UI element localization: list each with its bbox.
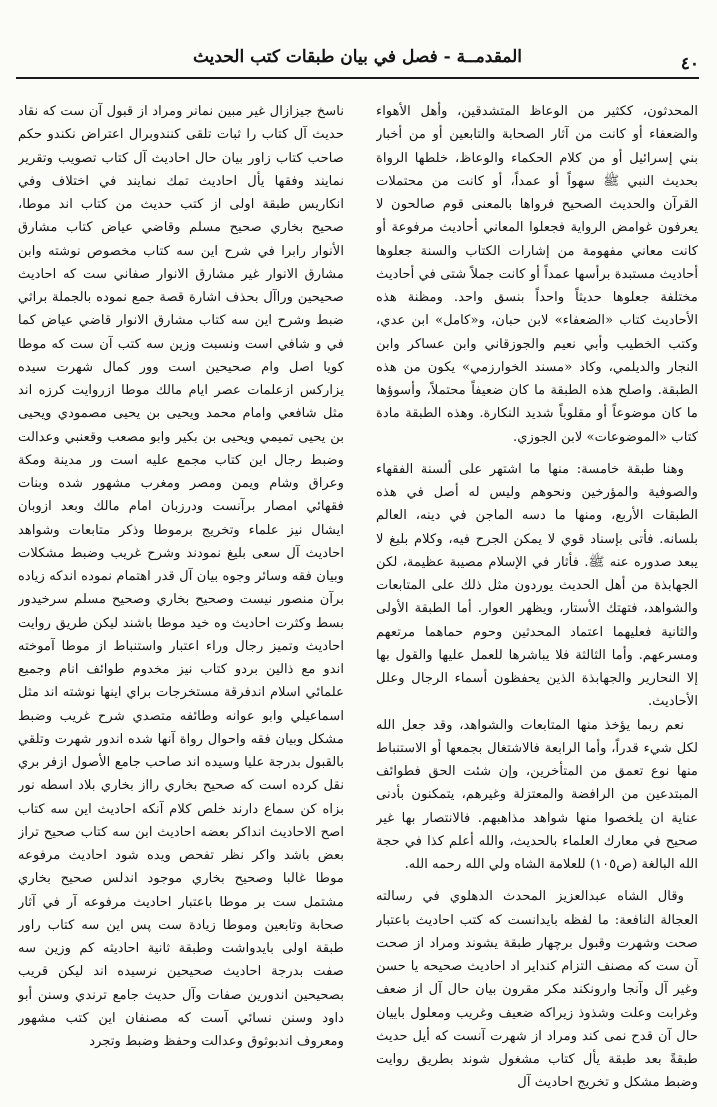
header-divider xyxy=(16,77,699,79)
left-column xyxy=(18,100,344,1095)
paragraph: وهنا طبقة خامسة: منها ما اشتهر على ألسنة الفقهاء والصوفية والمؤرخين ونحوهم وليس له أصل في هذه الطبقات الأربع، ومنها ما دسه الماجن في دينه، العالم بلسانه. فأتى بإسناد قوي لا يمكن الجرح فيه، وكلام بليغ لا يبعد صدوره عنه ﷺ. فأثار في الإسلام مصيبة عظيمة، لكن الجهابذة من أهل الحديث يوردون مثل ذلك على المتابعات والشواهد، فتهتك الأستار، ويظهر العوار. أما الطبقة الأولى والثانية فعليهما اعتماد المحدثين وحوم حماهما مرتعهم ومسرعهم. وأما الثالثة فلا يباشرها للعمل عليها والقول بها إلا النحارير والجهابذة الذين يحفظون أسماء الرجال وعلل الأحاديث. xyxy=(376,461,698,710)
paragraph: المحدثون، ككثير من الوعاظ المتشدقين، وأهل الأهواء والضعفاء أو كانت من آثار الصحابة والتابعين أو من أخبار بني إسرائيل أو من كلام الحكماء والوعاظ، خلطها الرواة بحديث النبي ﷺ سهواً أو عمداً، أو كانت من محتملات القرآن والحديث الصحيح فرواها بالمعنى قوم صالحون لا يعرفون غوامض الرواية فجعلوا المعاني أحاديث مرفوعة أو كانت معاني مفهومة من إشارات الكتاب والسنة جعلوها أحاديث مستبدة برأسها عمداً أو كانت جملاً شتى في أحاديث مختلفة جعلوها حديثاً واحداً بنسق واحد. ومظنة هذه الأحاديث كتاب «الضعفاء» لابن حبان، و«كامل» ابن عدي، وكتب الخطيب وأبي نعيم والجوزقاني وابن عساكر وابن النجار والديلمي، وكاد «مسند الخوارزمي» يكون من هذه الطبقة. واصلح هذه الطبقة ما كان ضعيفاً محتملاً، وأسوؤها ما كان موضوعاً أو مقلوباً شديد النكارة. وهذه الطبقة مادة كتاب «الموضوعات» لابن الجوزي. xyxy=(376,104,698,445)
running-title: المقدمــة - فصل في بيان طبقات كتب الحديث xyxy=(192,47,523,67)
paragraph: وقال الشاه عبدالعزيز المحدث الدهلوي في رسالته العجالة النافعة: ما لفظه بايدانست كه كتب احاديث باعتبار صحت وشهرت وقبول برچهار طبقة يشوند ومراد از صحت آن ست كه مصنف التزام كنداير اد احاديث صحيحه يا حسن وغير آل وآنجا وارونكند مكر مقرون بيان حال آل از ضعف وغرابت وعلت وشذوذ زيراكه ضعيف وغريب ومعلول باييان حال آن قدح نمى كند ومراد از شهرت آنست كه أيل حديث طبقةً بعد طبقة يأل كتاب مشغول شوند بطريق روايت وضبط مشكل و تخريج احاديث آل xyxy=(376,889,698,1091)
paragraph: نعم ربما يؤخذ منها المتابعات والشواهد، وقد جعل الله لكل شيء قدراً، وأما الرابعة فالاشتغال بجمعها أو الاستنباط منها نوع تعمق من المتأخرين، وإن شئت الحق فطوائف المبتدعين من الرافضة والمعتزلة وغيرهم، يتمكنون بأدنى عناية ان يلخصوا منها شواهد مذاهبهم. فالانتصار بها غير صحيح في معارك العلماء بالحديث، والله أعلم كذا في حجة الله البالغة (ص١٠٥) للعلامة الشاه ولي الله رحمه الله. xyxy=(376,717,698,872)
right-column xyxy=(376,100,698,1095)
paragraph: ناسخ جيزازال غير مبين نمانر ومراد از قبول آن ست كه نقاد حديث آل كتاب را ثبات تلقى كنندوبرال اعتراض نكندو حكم صاحب كتاب زاور بيان حال احاديث آل كتاب تصويب وتقرير نمايند وفقها يأل احاديث تمك نمايند في اختلاف وفي انكاريس طبقة اولى از كتب حديث من كتاب اند موطا، صحيح بخاري صحيح مسلم وقاضي عياض كتاب مشارق الأنوار رابرا في شرح اين سه كتاب مخصوص نوشته وابن مشارق الانوار غير مشارق الانوار صفاني ست كه احاديث صحيحين وراآل بحذف اشارة قصة جمع نموده بالجملة براثي ضبط وشرح اين سه كتاب مشارق الانوار قاضي عياض كما في و شافي است ونسبت وزين سه كتب آن ست كه موطا كويا اصل وام صحيحين است وور كمال شهرت سيده يزاركس ازعلمات عصر ايام مالك موطا ازروايت كرزه اند مثل شافعي وامام محمد ويحيى بن يحيى مصمودي ويحيى بن يحيى تميمي ويحيى بن بكير وابو مصعب وقعنبي وعدالت وضبط رجال اين كتاب مجمع عليه است ور مدينة ومكة وعراق وشام ويمن ومصر ومغرب مشهور شده وبنات فقهائي امصار برآنست ودرزبان امام مالك وبعد ازوبان ايشال نيز علماء وتخريج برموطا وذكر متابعات وشواهد احاديث آل سعى بليغ نمودند وشرح غريب وضبط مشكلات وبيان فقه وسائر وجوه بيان آل قدر اهتمام نموده اندكه زياده برآن منصور نيست وصحيح بخاري وصحيح مسلم سرخيدور بسط وكثرت احاديث وه خيد موطا باشند ليكن طريق روايت احاديث وتميز رجال وراء اعتبار واستنباط از موطا آموخته اندو مع ذالين بردو كتاب نيز مخدوم طوائف انام وجميع علمائي اسلام اندفرقة مستخرجات براي اينها نوشته اند مثل اسماعيلي وابو عوانه وطائفه متصدي شرح غريب وضبط مشكل وبيان فقه واحوال رواة آنها شده اندور شهرت وتلقي بالقبول بدرجة عليا وسيده اند صاحب جامع الأصول ازفر بري نقل كرده است كه صحيح بخاري رااز بخاري بلاد اسطه نور بزاه كن سماع دارند خلص كلام آنكه احاديث اين سه كتاب اصح الاحاديث انداكر بعضه احاديث ابن سه كتاب صحيح تراز بعض باشد واكر نظر تفحص ويده شود احاديث مرفوعه موطا غالبا وصحيح بخاري موجود اندلس صحيح بخاري مشتمل ست بر موطا باعتبار احاديث مرفوعه آر في آثار صحابة وتابعين وموطا زيادة ست پس اين سه كتاب راور طبقة اولى بايدواشت وطبقة ثانية احاديثه كم وزين سه صفت بدرجة احاديث صحيحين نرسيده اند ليكن قريب بصحيحين اندورين صفات وآل حديث جامع ترندي وسنن أبو داود وسنن نسائي آست كه مصنفان اين كتب مشهور ومعروف اندبوثوق وعدالت وحفظ وضبط وتجرد xyxy=(18,104,344,1049)
page-header xyxy=(16,40,699,76)
page-number: ٤٠ xyxy=(680,54,699,74)
